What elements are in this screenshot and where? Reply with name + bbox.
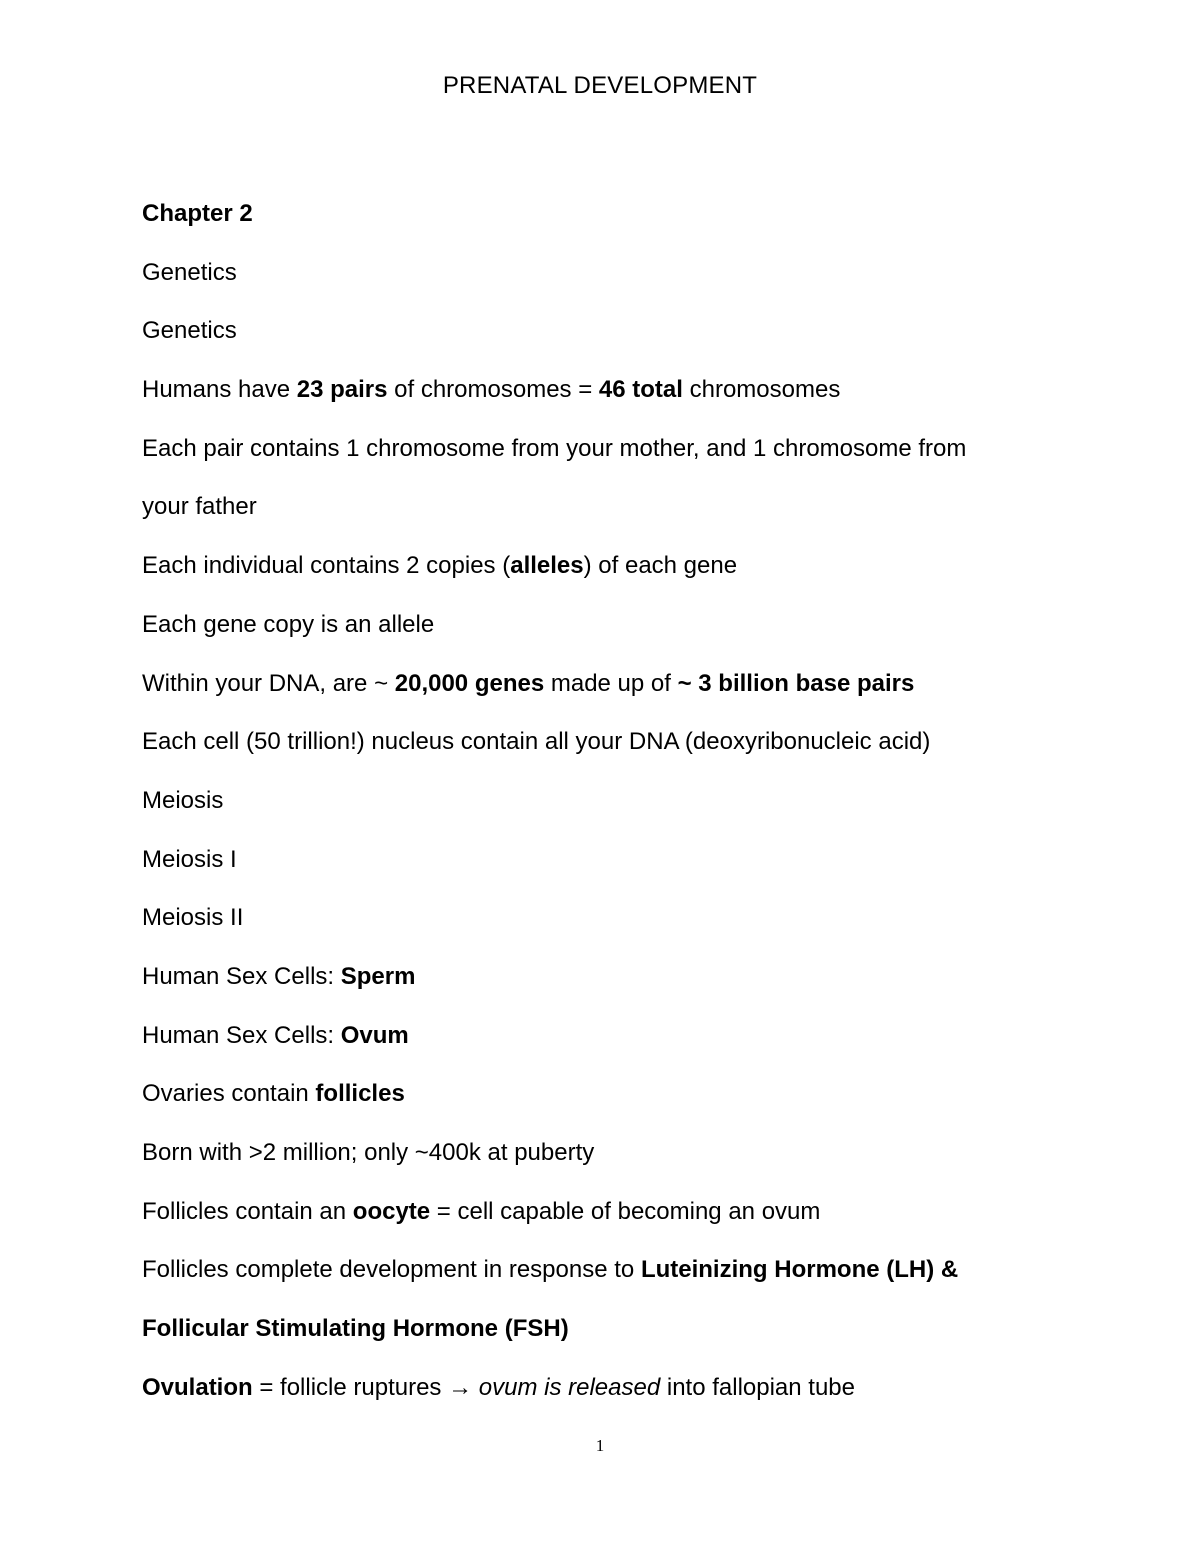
text-line xyxy=(142,1198,1042,1257)
text-run: of chromosomes = xyxy=(387,376,599,404)
text-line xyxy=(142,728,1042,787)
text-run: ovum is released xyxy=(478,1373,661,1401)
text-line xyxy=(142,493,1042,552)
text-line xyxy=(142,904,1042,963)
text-run: = cell capable of becoming an ovum xyxy=(430,1197,821,1225)
text-run: Within your DNA, are ~ xyxy=(142,669,395,697)
text-run: ~ 3 billion base pairs xyxy=(677,669,915,697)
text-line xyxy=(142,200,1042,259)
text-line xyxy=(142,376,1042,435)
text-run: Chapter 2 xyxy=(142,200,253,227)
text-run: Human Sex Cells: xyxy=(142,962,341,990)
text-run: Meiosis II xyxy=(142,904,244,932)
page-number: 1 xyxy=(595,1436,605,1455)
text-run: Human Sex Cells: xyxy=(142,1021,341,1049)
text-line xyxy=(142,552,1042,611)
text-line xyxy=(142,317,1042,376)
text-run: Luteinizing Hormone (LH) & xyxy=(640,1256,959,1284)
text-line xyxy=(142,1080,1042,1139)
text-run: made up of xyxy=(544,669,678,697)
text-line xyxy=(142,259,1042,318)
text-line xyxy=(142,846,1042,905)
text-run: 20,000 genes xyxy=(394,669,545,697)
text-run: Meiosis xyxy=(142,786,224,814)
text-run: Follicular Stimulating Hormone (FSH) xyxy=(142,1315,569,1343)
text-line xyxy=(142,670,1042,729)
text-run: into fallopian tube xyxy=(660,1373,855,1401)
text-run: Follicles contain an xyxy=(142,1197,353,1225)
text-line xyxy=(142,1256,1042,1315)
text-run: Each individual contains 2 copies ( xyxy=(142,552,511,580)
text-run: ) of each gene xyxy=(583,552,738,580)
text-run: alleles xyxy=(510,552,584,580)
text-line xyxy=(142,1374,1042,1433)
text-run: follicles xyxy=(315,1080,405,1108)
text-run: Born with >2 million; only ~400k at puberty xyxy=(142,1139,595,1166)
text-run: Meiosis I xyxy=(142,845,237,873)
text-line xyxy=(142,1139,1042,1198)
text-run: Ovulation xyxy=(142,1373,253,1401)
text-run: 46 total xyxy=(598,376,683,404)
text-line xyxy=(142,787,1042,846)
text-run: chromosomes xyxy=(682,376,841,404)
text-run: Humans have xyxy=(142,376,297,404)
text-run: Genetics xyxy=(142,317,237,345)
text-run: Each gene copy is an allele xyxy=(142,610,435,638)
text-run: oocyte xyxy=(352,1197,431,1225)
text-line xyxy=(142,611,1042,670)
text-run: 23 pairs xyxy=(296,376,388,404)
text-run: Each pair contains 1 chromosome from your mother, and 1 chromosome from xyxy=(142,434,967,462)
text-run: your father xyxy=(142,493,257,521)
text-run: Ovum xyxy=(340,1021,409,1049)
text-run: Sperm xyxy=(340,962,416,990)
text-line xyxy=(142,963,1042,1022)
text-run: = follicle ruptures → xyxy=(252,1373,479,1401)
text-run: Follicles complete development in response to xyxy=(142,1256,641,1284)
text-run: Ovaries contain xyxy=(142,1080,316,1108)
text-line xyxy=(142,1315,1042,1374)
text-line xyxy=(142,435,1042,494)
document-body xyxy=(142,200,1042,1432)
document-title: PRENATAL DEVELOPMENT xyxy=(442,72,758,99)
text-run: Each cell (50 trillion!) nucleus contain all your DNA (deoxyribonucleic acid) xyxy=(142,728,931,756)
text-run: Genetics xyxy=(142,258,237,286)
text-line xyxy=(142,1022,1042,1081)
